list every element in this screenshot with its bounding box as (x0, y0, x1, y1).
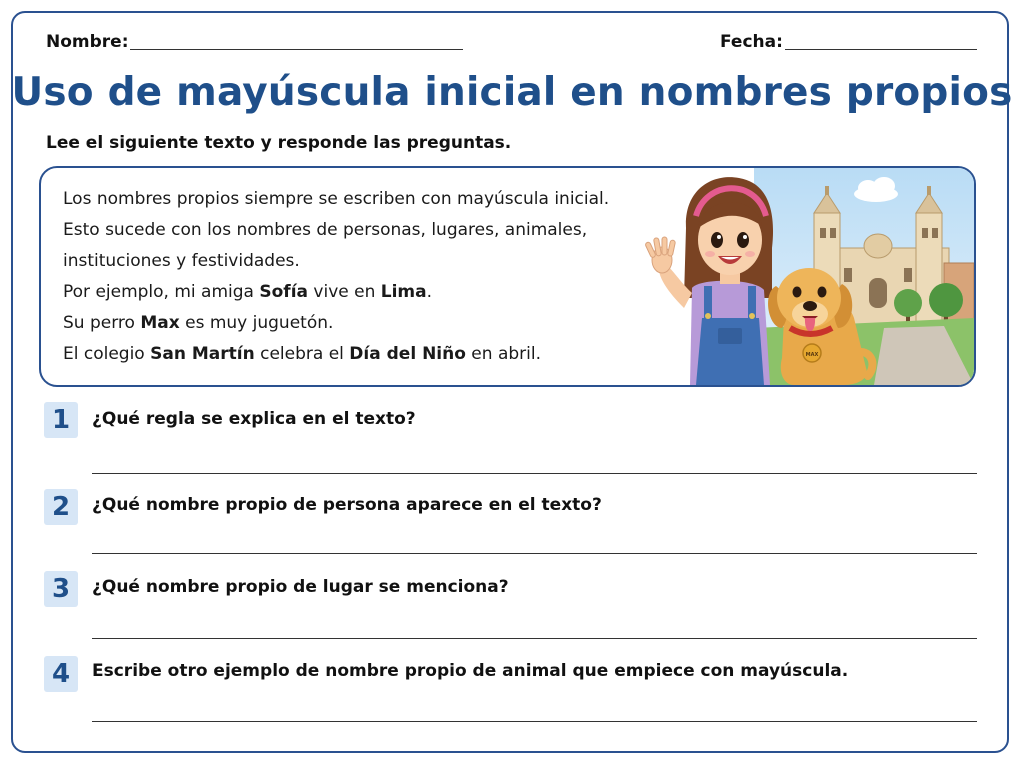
reading-line: instituciones y festividades. (63, 251, 300, 271)
reading-passage (63, 184, 609, 370)
name-field[interactable] (130, 49, 463, 50)
name-label: Nombre: (46, 32, 129, 52)
question-number-1: 1 (44, 402, 78, 438)
page-title: Uso de mayúscula inicial en nombres propios (11, 70, 1013, 115)
answer-line-1[interactable] (92, 473, 977, 474)
question-number-3: 3 (44, 571, 78, 607)
proper-noun-lima: Lima (380, 282, 427, 302)
proper-noun-san-martin: San Martín (150, 344, 255, 364)
question-number-2: 2 (44, 489, 78, 525)
reading-line: Por ejemplo, mi amiga Sofía vive en Lima. (63, 282, 433, 302)
question-text-1: ¿Qué regla se explica en el texto? (92, 409, 416, 429)
girl-figure (645, 177, 773, 385)
question-text-2: ¿Qué nombre propio de persona aparece en el texto? (92, 495, 602, 515)
answer-line-3[interactable] (92, 638, 977, 639)
date-label: Fecha: (720, 32, 783, 52)
reading-line: Su perro Max es muy juguetón. (63, 313, 334, 333)
date-field[interactable] (785, 49, 977, 50)
instruction-text: Lee el siguiente texto y responde las preguntas. (46, 133, 512, 153)
proper-noun-dia-del-nino: Día del Niño (349, 344, 466, 364)
question-text-4: Escribe otro ejemplo de nombre propio de animal que empiece con mayúscula. (92, 661, 849, 681)
question-number-4: 4 (44, 656, 78, 692)
answer-line-2[interactable] (92, 553, 977, 554)
question-text-3: ¿Qué nombre propio de lugar se menciona? (92, 577, 509, 597)
proper-noun-max: Max (140, 313, 180, 333)
reading-line: Los nombres propios siempre se escriben con mayúscula inicial. (63, 189, 610, 209)
answer-line-4[interactable] (92, 721, 977, 722)
reading-line: Esto sucede con los nombres de personas, lugares, animales, (63, 220, 588, 240)
proper-noun-sofia: Sofía (259, 282, 308, 302)
reading-passage-box (39, 166, 976, 387)
girl-and-dog-illustration (644, 168, 974, 385)
dog-tag-text: MAX (805, 352, 819, 358)
reading-line: El colegio San Martín celebra el Día del Niño en abril. (63, 344, 541, 364)
